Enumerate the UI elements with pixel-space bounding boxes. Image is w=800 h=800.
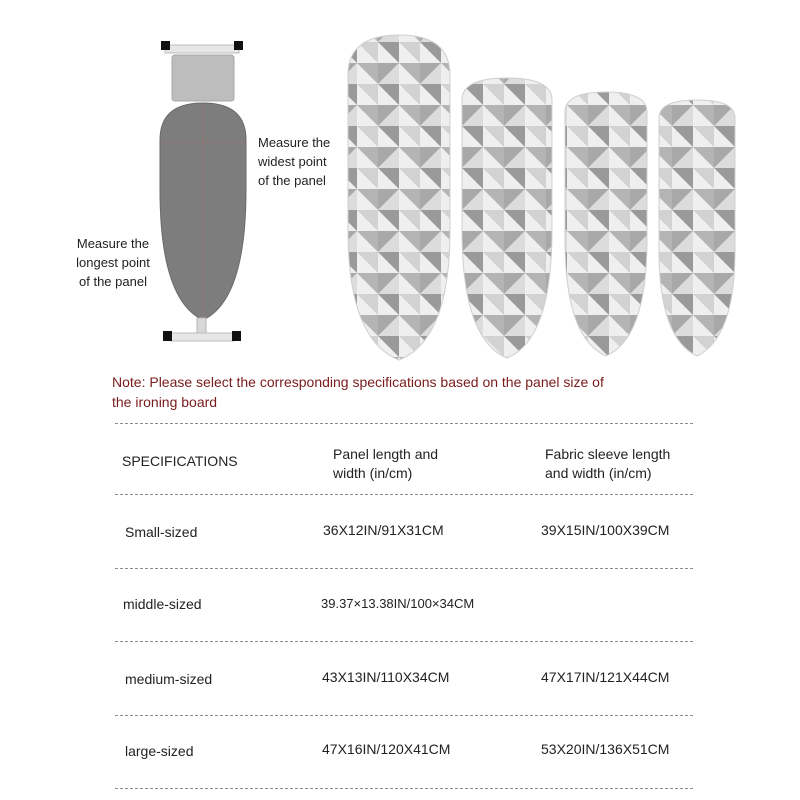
header-panel (333, 445, 438, 483)
header-sleeve (545, 445, 670, 483)
cover-medium (565, 92, 647, 356)
row-size: Small-sized (125, 524, 198, 540)
row-size: large-sized (125, 743, 194, 759)
table-rule (115, 788, 693, 789)
header-panel-line-1: Panel length and (333, 446, 439, 462)
table-rule (115, 568, 693, 569)
table-rule (115, 715, 693, 716)
row-panel: 47X16IN/120X41CM (322, 741, 451, 757)
row-panel: 36X12IN/91X31CM (323, 522, 444, 538)
measure-width-label (258, 133, 330, 190)
table-rule (115, 641, 693, 642)
measure-length-line-1: Measure the (76, 236, 150, 251)
row-sleeve: 53X20IN/136X51CM (541, 741, 670, 757)
measure-width-line-1: Measure the (258, 135, 331, 150)
measure-length-label (70, 234, 156, 291)
row-sleeve: 47X17IN/121X44CM (541, 669, 670, 685)
measure-width-line-2: widest point (258, 154, 327, 169)
header-sleeve-line-2: and width (in/cm) (545, 465, 652, 481)
row-panel: 39.37×13.38IN/100×34CM (321, 596, 475, 611)
header-panel-line-2: width (in/cm) (333, 465, 413, 481)
note-line-1: Note: Please select the corresponding specifications based on the panel size of (112, 374, 604, 390)
cover-small (348, 35, 450, 360)
selection-note (112, 372, 672, 412)
measure-width-line-3: of the panel (258, 173, 326, 188)
product-illustration (0, 0, 800, 370)
header-sleeve-line-1: Fabric sleeve length (545, 446, 671, 462)
row-panel: 43X13IN/110X34CM (322, 669, 450, 685)
cover-large (659, 100, 735, 356)
table-rule (115, 423, 693, 424)
measure-length-line-3: of the panel (79, 274, 147, 289)
ironing-board-diagram (160, 41, 246, 341)
cover-middle (462, 78, 552, 358)
table-rule (115, 494, 693, 495)
row-sleeve: 39X15IN/100X39CM (541, 522, 670, 538)
row-size: middle-sized (123, 596, 202, 612)
note-line-2: the ironing board (112, 394, 218, 410)
header-specifications: SPECIFICATIONS (122, 453, 238, 469)
measure-length-line-2: longest point (76, 255, 150, 270)
row-size: medium-sized (125, 671, 213, 687)
